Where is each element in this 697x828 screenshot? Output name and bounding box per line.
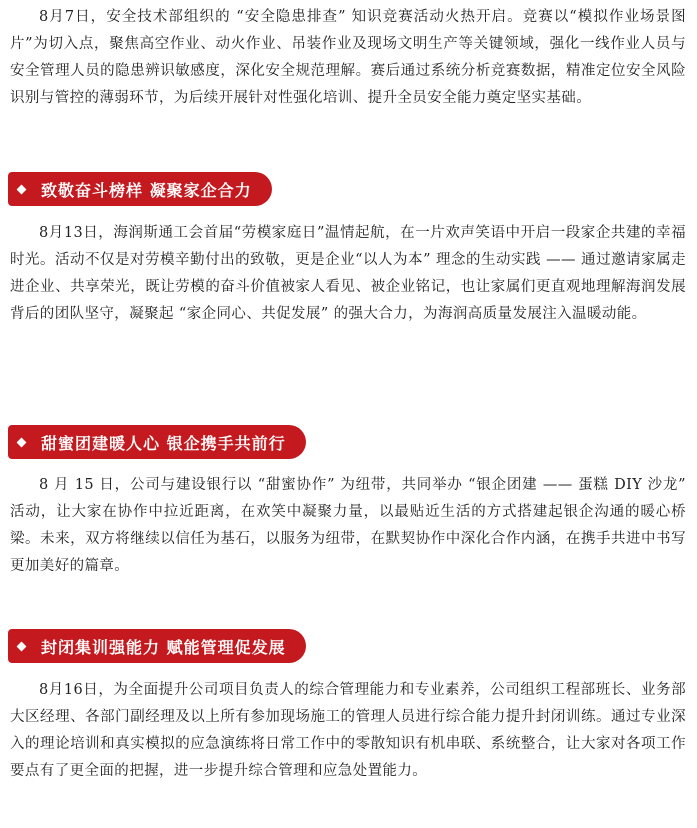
diamond-icon — [17, 184, 27, 194]
section-title: 致敬奋斗榜样 凝聚家企合力 — [41, 180, 252, 200]
section-heading-bank-teambuilding — [8, 425, 306, 459]
paragraph-family-day: 8月13日，海润斯通工会首届“劳模家庭日”温情起航，在一片欢声笑语中开启一段家企共建的幸福时光。活动不仅是对劳模辛勤付出的致敬，更是企业“以人为本” 理念的生动实践 —— 通过邀请家属走进企业、共享荣光，既让劳模的奋斗价值被家人看见、被企业铭记，也让家属们更直观地理解海润发展背后的团队坚守，凝聚起 “家企同心、共促发展” 的强大合力，为海润高质量发展注入温暖动能。 — [10, 225, 686, 322]
paragraph-safety-quiz: 8月7日，安全技术部组织的 “安全隐患排查” 知识竞赛活动火热开启。竞赛以“模拟作业场景图片”为切入点，聚焦高空作业、动火作业、吊装作业及现场文明生产等关键领域，强化一线作业人员与安全管理人员的隐患辨识敏感度，深化安全规范理解。赛后通过系统分析竞赛数据，精准定位安全风险识别与管控的薄弱环节，为后续开展针对性强化培训、提升全员安全能力奠定坚实基础。 — [10, 9, 686, 106]
section-title: 甜蜜团建暖人心 银企携手共前行 — [41, 433, 286, 453]
diamond-icon — [17, 641, 27, 651]
section-heading-closed-training — [8, 629, 306, 663]
heading-banner — [8, 629, 306, 663]
heading-banner — [8, 172, 272, 206]
paragraph-closed-training: 8月16日，为全面提升公司项目负责人的综合管理能力和专业素养，公司组织工程部班长、业务部大区经理、各部门副经理及以上所有参加现场施工的管理人员进行综合能力提升封闭训练。通过专业深入的理论培训和真实模拟的应急演练将日常工作中的零散知识有机串联、系统整合，让大家对各项工作要点有了更全面的把握，进一步提升综合管理和应急处置能力。 — [10, 682, 686, 779]
section-heading-model-workers — [8, 172, 272, 206]
section-title: 封闭集训强能力 赋能管理促发展 — [41, 637, 286, 657]
diamond-icon — [17, 437, 27, 447]
heading-banner — [8, 425, 306, 459]
paragraph-bank-salon: 8 月 15 日，公司与建设银行以 “甜蜜协作” 为纽带，共同举办 “银企团建 —— 蛋糕 DIY 沙龙” 活动，让大家在协作中拉近距离，在欢笑中凝聚力量，以最贴近生活的方式搭建起银企沟通的暖心桥梁。未来，双方将继续以信任为基石，以服务为纽带，在默契协作中深化合作内涵，在携手共进中书写更加美好的篇章。 — [10, 477, 686, 574]
